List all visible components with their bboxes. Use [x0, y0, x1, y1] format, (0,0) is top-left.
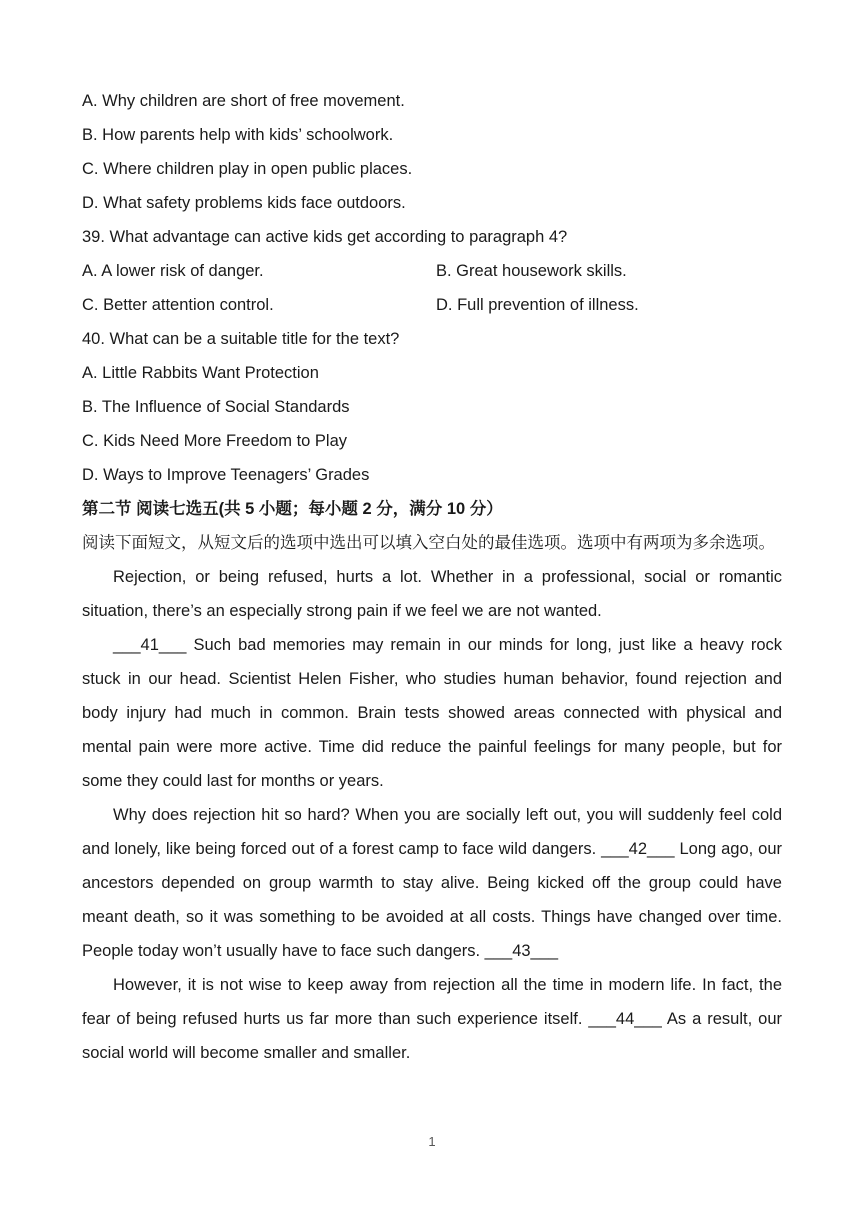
q40-option-d: D. Ways to Improve Teenagers’ Grades [82, 466, 370, 484]
q38-option-b: B. How parents help with kids’ schoolwork. [82, 126, 394, 144]
q39-options-row-1 [82, 254, 782, 288]
section-heading: 第二节 阅读七选五(共 5 小题；每小题 2 分，满分 10 分） [82, 500, 503, 518]
passage-paragraph-1: Rejection, or being refused, hurts a lot. Whether in a professional, social or romantic situation, there’s an especially strong pain if we feel we are not wanted. [82, 568, 782, 620]
section-instruction: 阅读下面短文，从短文后的选项中选出可以填入空白处的最佳选项。选项中有两项为多余选项。 [82, 534, 775, 552]
q39-option-c: C. Better attention control. [82, 296, 274, 314]
q38-option-c: C. Where children play in open public places. [82, 160, 413, 178]
passage-paragraph-3: Why does rejection hit so hard? When you are socially left out, you will suddenly feel cold and lonely, like being forced out of a forest camp to face wild dangers. ___42___ Long ago, our ancestors depended on group warmth to stay alive. Being kicked off the group could have meant death, so it was something to be avoided at all costs. Things have changed over time. People today won’t usually have to face such dangers. ___43___ [82, 806, 782, 960]
q39-option-a: A. A lower risk of danger. [82, 262, 264, 280]
passage-paragraph-4: However, it is not wise to keep away from rejection all the time in modern life. In fact, the fear of being refused hurts us far more than such experience itself. ___44___ As a result, our social world will become smaller and smaller. [82, 976, 782, 1062]
q40-option-b: B. The Influence of Social Standards [82, 398, 350, 416]
q38-option-a: A. Why children are short of free movement. [82, 92, 405, 110]
passage-paragraph-2: ___41___ Such bad memories may remain in our minds for long, just like a heavy rock stuck in our head. Scientist Helen Fisher, who studies human behavior, found rejection and body injury had much in common. Brain tests showed areas connected with physical and mental pain were more active. Time did reduce the painful feelings for many people, but for some they could last for months or years. [82, 636, 782, 790]
exam-page [82, 84, 782, 1070]
q38-option-d: D. What safety problems kids face outdoors. [82, 194, 406, 212]
q39-option-b: B. Great housework skills. [436, 262, 627, 280]
page-number: 1 [428, 1134, 436, 1149]
q40-option-a: A. Little Rabbits Want Protection [82, 364, 319, 382]
q39-options-row-2 [82, 288, 782, 322]
q40-option-c: C. Kids Need More Freedom to Play [82, 432, 348, 450]
q39-option-d: D. Full prevention of illness. [436, 296, 639, 314]
q40-stem: 40. What can be a suitable title for the text? [82, 330, 400, 348]
q39-stem: 39. What advantage can active kids get according to paragraph 4? [82, 228, 568, 246]
